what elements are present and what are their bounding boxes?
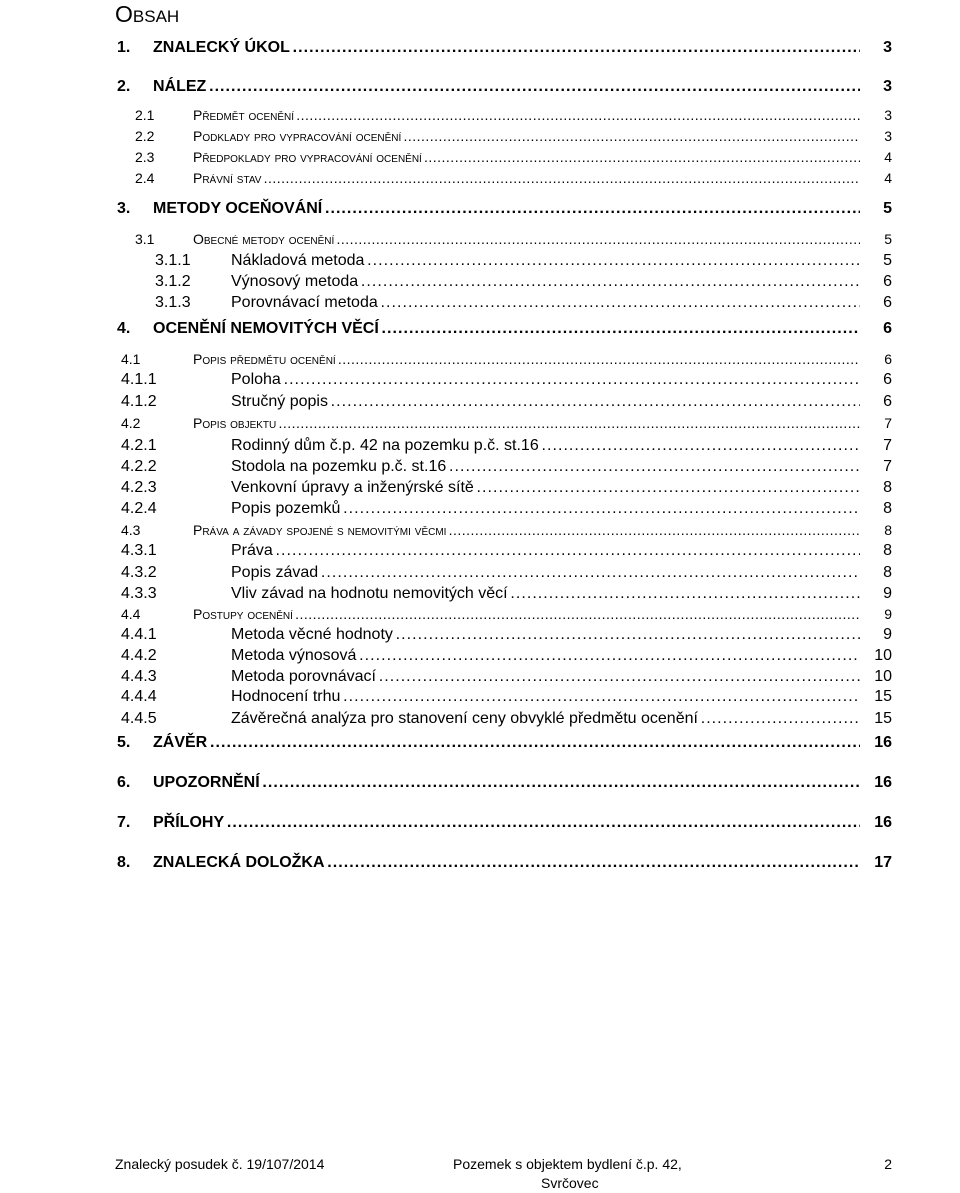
toc-entry-page: 15: [874, 710, 892, 727]
toc-entry-page: 4: [884, 170, 892, 186]
toc-entry-title: Závěrečná analýza pro stanovení ceny obvyklé předmětu ocenění . . .: [231, 708, 860, 730]
toc-entry[interactable]: [0, 271, 960, 293]
toc-entry-title: Podklady pro vypracování ocenění . . .: [193, 125, 860, 147]
toc-entry-number: 2.2: [135, 128, 155, 144]
toc-entry[interactable]: [0, 198, 960, 220]
toc-entry-title: Poloha . . .: [231, 369, 860, 391]
toc-entry[interactable]: [0, 37, 960, 59]
toc-entry-title: Hodnocení trhu . . .: [231, 686, 860, 708]
toc-entry-title: ZÁVĚR . . .: [153, 732, 860, 754]
toc-entry-page: 10: [874, 647, 892, 664]
toc-entry-number: 4.3: [121, 522, 141, 538]
toc-entry-number: 2.1: [135, 107, 155, 123]
toc-entry-title: OCENĚNÍ NEMOVITÝCH VĚCÍ . . .: [153, 318, 860, 340]
toc-entry[interactable]: [0, 228, 960, 250]
toc-entry-number: 4.1.2: [121, 393, 157, 410]
toc-entry-number: 6.: [117, 774, 131, 791]
toc-entry-title: Popis objektu . . .: [193, 412, 860, 434]
toc-entry-page: 6: [883, 320, 892, 337]
toc-entry-number: 1.: [117, 39, 131, 56]
toc-entry[interactable]: [0, 412, 960, 434]
toc-entry[interactable]: [0, 645, 960, 667]
toc-entry-title: Rodinný dům č.p. 42 na pozemku p.č. st.16 . . .: [231, 435, 860, 457]
toc-title: [115, 0, 179, 31]
toc-entry-page: 8: [884, 522, 892, 538]
toc-entry-number: 4.1.1: [121, 371, 157, 388]
toc-entry-number: 4.2.2: [121, 458, 157, 475]
toc-entry-page: 7: [883, 437, 892, 454]
toc-entry-page: 4: [884, 149, 892, 165]
toc-entry-title: Stodola na pozemku p.č. st.16 . . .: [231, 456, 860, 478]
toc-entry-page: 8: [883, 479, 892, 496]
toc-title-rest: BSAH: [132, 7, 180, 26]
toc-entry-title: Právní stav . . .: [193, 167, 860, 189]
toc-entry-number: 4.4: [121, 606, 141, 622]
toc-entry-title: Popis předmětu ocenění . . .: [193, 348, 860, 370]
toc-entry-number: 4.2.4: [121, 500, 157, 517]
toc-entry-number: 3.1.2: [155, 273, 191, 290]
toc-entry-number: 7.: [117, 814, 131, 831]
toc-entry-title: Vliv závad na hodnotu nemovitých věcí . . .: [231, 583, 860, 605]
toc-entry-title: NÁLEZ . . .: [153, 76, 860, 98]
toc-entry-number: 4.2.1: [121, 437, 157, 454]
toc-entry-page: 7: [884, 415, 892, 431]
toc-entry[interactable]: [0, 812, 960, 834]
toc-entry-page: 9: [883, 626, 892, 643]
toc-entry[interactable]: [0, 562, 960, 584]
toc-entry-page: 6: [883, 393, 892, 410]
toc-entry-number: 2.4: [135, 170, 155, 186]
toc-entry[interactable]: [0, 435, 960, 457]
toc-entry-title: ZNALECKÁ DOLOŽKA . . .: [153, 852, 860, 874]
footer-subject-line-1: Pozemek s objektem bydlení č.p. 42,: [453, 1156, 682, 1172]
toc-entry[interactable]: [0, 732, 960, 754]
toc-entry-page: 8: [883, 542, 892, 559]
toc-entry[interactable]: [0, 624, 960, 646]
toc-entry[interactable]: [0, 852, 960, 874]
toc-entry-page: 10: [874, 668, 892, 685]
toc-entry-title: Práva . . .: [231, 540, 860, 562]
toc-entry[interactable]: [0, 772, 960, 794]
toc-entry[interactable]: [0, 250, 960, 272]
toc-entry-number: 2.3: [135, 149, 155, 165]
toc-entry-number: 4.3.2: [121, 564, 157, 581]
toc-entry-title: METODY OCEŇOVÁNÍ . . .: [153, 198, 860, 220]
toc-entry-page: 3: [883, 78, 892, 95]
toc-entry[interactable]: [0, 318, 960, 340]
toc-entry-title: Předpoklady pro vypracování ocenění . . .: [193, 146, 860, 168]
toc-entry-title: Stručný popis . . .: [231, 391, 860, 413]
toc-entry-title: Práva a závady spojené s nemovitými věcmi . . .: [193, 519, 860, 541]
toc-entry-number: 4.4.4: [121, 688, 157, 705]
toc-entry[interactable]: [0, 519, 960, 541]
footer-page-number: 2: [884, 1156, 892, 1172]
toc-entry-title: UPOZORNĚNÍ . . .: [153, 772, 860, 794]
toc-title-initial: O: [115, 1, 133, 27]
toc-entry-page: 5: [883, 200, 892, 217]
toc-entry-number: 4.4.2: [121, 647, 157, 664]
toc-entry-page: 7: [883, 458, 892, 475]
toc-entry-page: 3: [884, 107, 892, 123]
toc-entry-number: 4.3.1: [121, 542, 157, 559]
toc-entry-number: 3.1.1: [155, 252, 191, 269]
toc-entry-page: 16: [874, 774, 892, 791]
toc-entry-page: 8: [883, 564, 892, 581]
toc-entry[interactable]: [0, 76, 960, 98]
footer-document-id: Znalecký posudek č. 19/107/2014: [115, 1156, 325, 1172]
toc-entry-title: Postupy ocenění . . .: [193, 603, 860, 625]
toc-entry[interactable]: [0, 686, 960, 708]
toc-entry-number: 4.2: [121, 415, 141, 431]
toc-entry-number: 3.1: [135, 231, 155, 247]
toc-entry-page: 16: [874, 734, 892, 751]
footer-subject: [453, 1155, 713, 1193]
toc-entry-page: 5: [884, 231, 892, 247]
toc-entry-page: 3: [884, 128, 892, 144]
toc-entry[interactable]: [0, 477, 960, 499]
toc-entry-page: 8: [883, 500, 892, 517]
toc-entry-number: 8.: [117, 854, 131, 871]
toc-entry-number: 3.: [117, 200, 131, 217]
toc-entry[interactable]: [0, 348, 960, 370]
toc-entry-title: Výnosový metoda . . .: [231, 271, 860, 293]
toc-entry-page: 3: [883, 39, 892, 56]
toc-entry-number: 4.2.3: [121, 479, 157, 496]
toc-entry-page: 17: [874, 854, 892, 871]
toc-entry-number: 2.: [117, 78, 131, 95]
toc-entry-title: Popis pozemků . . .: [231, 498, 860, 520]
toc-entry-number: 4.3.3: [121, 585, 157, 602]
toc-entry-page: 16: [874, 814, 892, 831]
toc-entry[interactable]: [0, 583, 960, 605]
footer-subject-line-2: Svrčovec: [541, 1175, 599, 1191]
toc-entry-title: Popis závad . . .: [231, 562, 860, 584]
toc-entry[interactable]: [0, 104, 960, 126]
toc-entry-page: 15: [874, 688, 892, 705]
toc-entry-page: 6: [883, 371, 892, 388]
toc-entry-page: 6: [884, 351, 892, 367]
toc-entry-page: 6: [883, 294, 892, 311]
toc-entry-number: 5.: [117, 734, 131, 751]
toc-entry-title: Metoda věcné hodnoty . . .: [231, 624, 860, 646]
toc-entry-number: 4.4.1: [121, 626, 157, 643]
toc-entry-page: 9: [884, 606, 892, 622]
toc-entry-title: Metoda porovnávací . . .: [231, 666, 860, 688]
toc-entry-title: Nákladová metoda . . .: [231, 250, 860, 272]
toc-entry[interactable]: [0, 292, 960, 314]
toc-entry[interactable]: [0, 146, 960, 168]
toc-entry[interactable]: [0, 125, 960, 147]
toc-entry-page: 6: [883, 273, 892, 290]
toc-entry-title: Venkovní úpravy a inženýrské sítě . . .: [231, 477, 860, 499]
toc-entry[interactable]: [0, 498, 960, 520]
toc-entry-page: 9: [883, 585, 892, 602]
toc-entry[interactable]: [0, 666, 960, 688]
toc-entry-number: 4.1: [121, 351, 141, 367]
toc-entry-title: Porovnávací metoda . . .: [231, 292, 860, 314]
toc-entry-number: 4.4.5: [121, 710, 157, 727]
toc-entry[interactable]: [0, 603, 960, 625]
toc-entry-title: Předmět ocenění . . .: [193, 104, 860, 126]
toc-entry[interactable]: [0, 391, 960, 413]
toc-entry-number: 4.4.3: [121, 668, 157, 685]
toc-entry-title: Obecné metody ocenění . . .: [193, 228, 860, 250]
toc-entry-title: PŘÍLOHY . . .: [153, 812, 860, 834]
toc-entry-title: ZNALECKÝ ÚKOL . . .: [153, 37, 860, 59]
toc-entry[interactable]: [0, 540, 960, 562]
toc-entry[interactable]: [0, 167, 960, 189]
toc-entry[interactable]: [0, 708, 960, 730]
toc-entry-number: 4.: [117, 320, 131, 337]
toc-entry[interactable]: [0, 456, 960, 478]
toc-entry-title: Metoda výnosová . . .: [231, 645, 860, 667]
toc-entry-page: 5: [883, 252, 892, 269]
toc-entry[interactable]: [0, 369, 960, 391]
toc-entry-number: 3.1.3: [155, 294, 191, 311]
